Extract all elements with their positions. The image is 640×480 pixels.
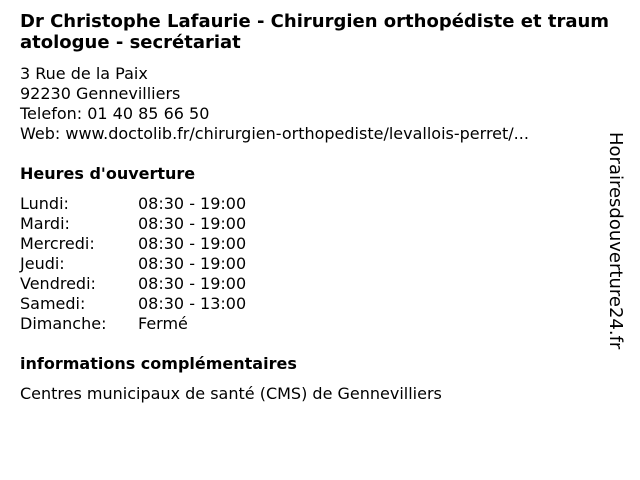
day-label: Dimanche: [20,314,107,333]
time-value: 08:30 - 19:00 [138,274,247,293]
address-street: 3 Rue de la Paix [20,64,148,83]
hours-row-saturday [20,294,246,314]
day-label: Lundi: [20,194,69,213]
site-watermark: Horairesdouverture24.fr [605,132,626,350]
time-value: 08:30 - 13:00 [138,294,247,313]
phone-number: Telefon: 01 40 85 66 50 [20,104,210,123]
hours-row-friday [20,274,246,294]
additional-info-heading: informations complémentaires [20,354,297,373]
day-label: Samedi: [20,294,86,313]
additional-info-text: Centres municipaux de santé (CMS) de Gennevilliers [20,384,442,403]
opening-hours-heading: Heures d'ouverture [20,164,196,183]
address-city: 92230 Gennevilliers [20,84,181,103]
website-link[interactable]: Web: www.doctolib.fr/chirurgien-orthopediste/levallois-perret/... [20,124,529,143]
hours-row-thursday [20,254,246,274]
time-value: 08:30 - 19:00 [138,234,247,253]
day-label: Jeudi: [20,254,65,273]
time-value: 08:30 - 19:00 [138,194,247,213]
hours-row-monday [20,194,246,214]
day-label: Mardi: [20,214,70,233]
hours-row-wednesday [20,234,246,254]
hours-row-sunday [20,314,188,334]
day-label: Mercredi: [20,234,95,253]
hours-row-tuesday [20,214,246,234]
time-value: 08:30 - 19:00 [138,254,247,273]
day-label: Vendredi: [20,274,96,293]
time-value: Fermé [138,314,188,333]
time-value: 08:30 - 19:00 [138,214,247,233]
page-title: Dr Christophe Lafaurie - Chirurgien orthopédiste et traumatologue - secrétariat [20,11,610,53]
